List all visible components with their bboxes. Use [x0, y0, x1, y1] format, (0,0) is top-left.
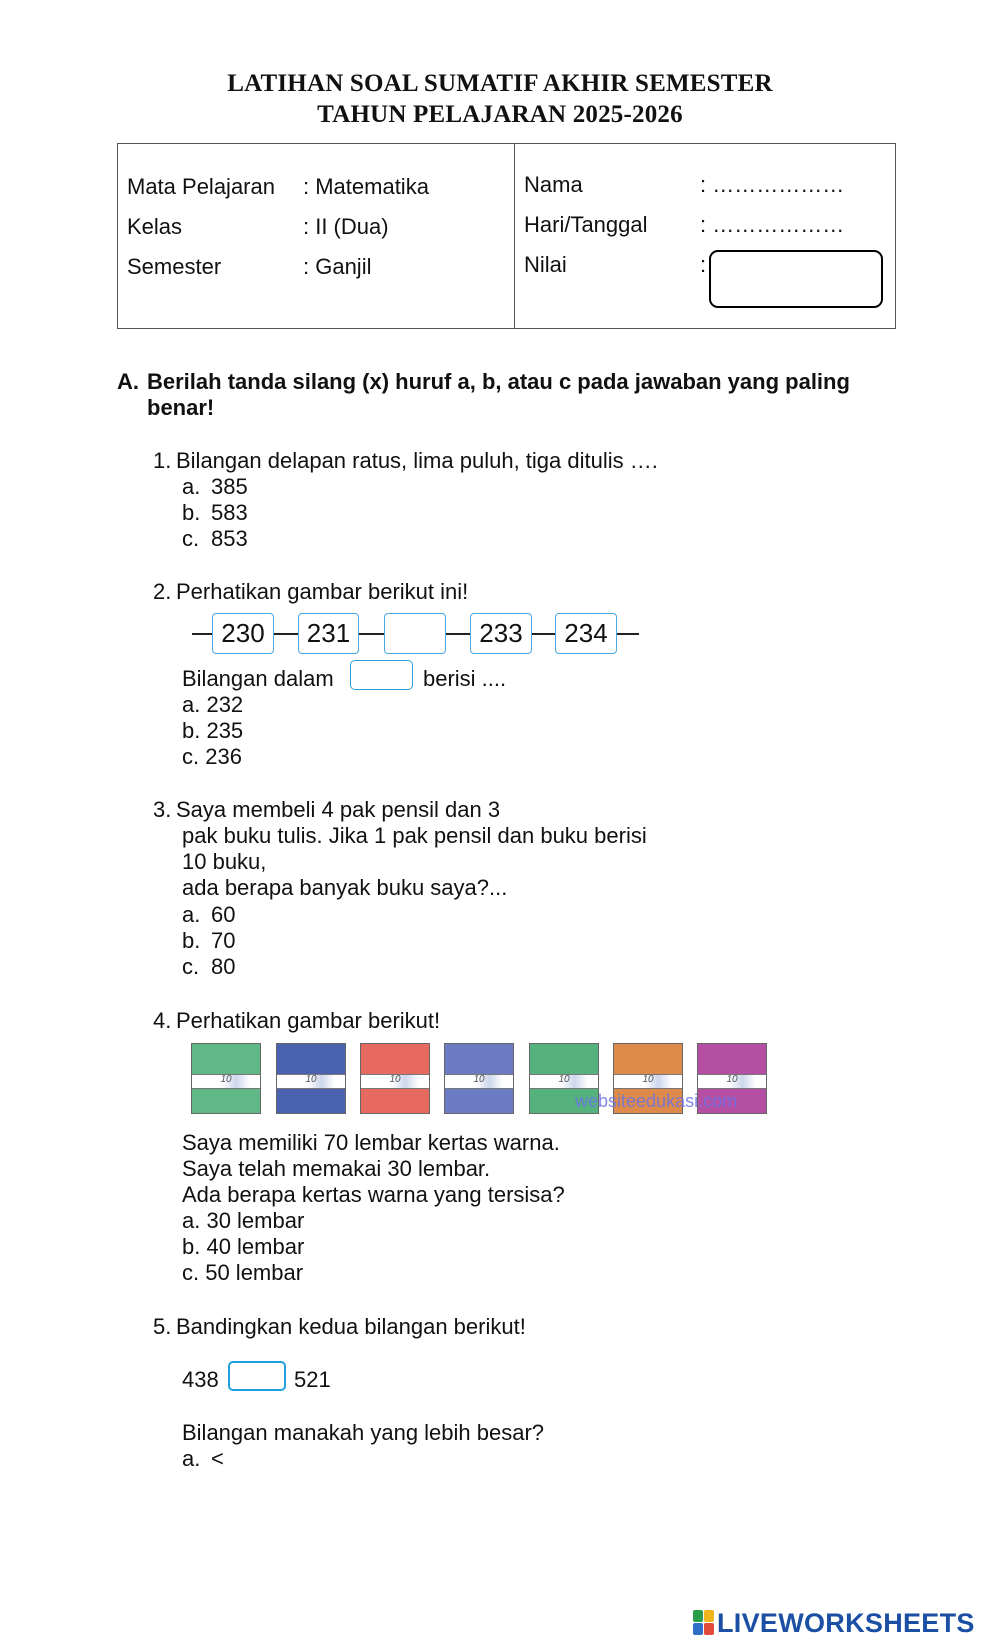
q5-number: 5.: [153, 1314, 172, 1339]
q3-option-b[interactable]: 70: [211, 928, 236, 953]
q5-question: Bilangan manakah yang lebih besar?: [182, 1420, 545, 1445]
section-instruction: Berilah tanda silang (x) huruf a, b, atau c pada jawaban yang paling: [147, 369, 850, 394]
q5-left-number: 438: [182, 1367, 219, 1392]
name-label: Nama: [524, 172, 583, 197]
q3-option-a[interactable]: 60: [211, 902, 236, 927]
semester-label: Semester: [127, 254, 222, 279]
subject-label: Mata Pelajaran: [127, 174, 275, 199]
pack-label: 10: [726, 1074, 738, 1085]
q4-option-c[interactable]: c. 50 lembar: [182, 1260, 304, 1285]
number-box-blank[interactable]: [384, 613, 446, 654]
q2-prompt-end: berisi ....: [423, 666, 507, 691]
pack-label: 10: [558, 1074, 570, 1085]
q2-text: Perhatikan gambar berikut ini!: [176, 579, 469, 604]
score-colon: :: [700, 252, 707, 277]
number-box: 234: [555, 613, 617, 654]
q2-option-b[interactable]: b. 235: [182, 718, 244, 743]
class-value: : II (Dua): [303, 214, 389, 239]
name-field[interactable]: : ………………: [700, 172, 845, 197]
paper-pack-image: [360, 1043, 430, 1114]
inline-blank-box-icon: [350, 660, 413, 690]
pack-label: 10: [473, 1074, 485, 1085]
q3-option-a-letter[interactable]: a.: [182, 902, 201, 927]
q2-prompt: Bilangan dalam: [182, 666, 334, 691]
section-letter: A.: [117, 369, 139, 394]
pack-label: 10: [642, 1074, 654, 1085]
q5-text: Bandingkan kedua bilangan berikut!: [176, 1314, 526, 1339]
q1-option-b[interactable]: 583: [211, 500, 248, 525]
q1-text: Bilangan delapan ratus, lima puluh, tiga ditulis ….: [176, 448, 658, 473]
q3-number: 3.: [153, 797, 172, 822]
logo-text: LIVEWORKSHEETS: [717, 1608, 975, 1638]
q5-option-a-letter[interactable]: a.: [182, 1446, 201, 1471]
q5-right-number: 521: [294, 1367, 331, 1392]
date-field[interactable]: : ………………: [700, 212, 845, 237]
number-box: 231: [298, 613, 359, 654]
score-label: Nilai: [524, 252, 567, 277]
q4-story-line2: Saya telah memakai 30 lembar.: [182, 1156, 491, 1181]
section-instruction-cont: benar!: [147, 395, 215, 420]
pack-label: 10: [389, 1074, 401, 1085]
q3-text-line3: 10 buku,: [182, 849, 267, 874]
q2-option-a[interactable]: a. 232: [182, 692, 244, 717]
semester-value: : Ganjil: [303, 254, 372, 279]
q4-text: Perhatikan gambar berikut!: [176, 1008, 441, 1033]
paper-pack-image: [191, 1043, 261, 1114]
q2-option-c[interactable]: c. 236: [182, 744, 242, 769]
q3-text-line2: pak buku tulis. Jika 1 pak pensil dan buku berisi: [182, 823, 647, 848]
q1-option-a-letter[interactable]: a.: [182, 474, 201, 499]
q4-option-a[interactable]: a. 30 lembar: [182, 1208, 305, 1233]
q1-option-c-letter[interactable]: c.: [182, 526, 200, 551]
q3-text: Saya membeli 4 pak pensil dan 3: [176, 797, 501, 822]
q1-option-b-letter[interactable]: b.: [182, 500, 201, 525]
info-table-divider: [514, 144, 515, 328]
number-box: 233: [470, 613, 532, 654]
q4-option-b[interactable]: b. 40 lembar: [182, 1234, 305, 1259]
worksheet-title: LATIHAN SOAL SUMATIF AKHIR SEMESTER: [227, 70, 773, 97]
q3-option-c[interactable]: 80: [211, 954, 236, 979]
number-box: 230: [212, 613, 274, 654]
q5-option-a[interactable]: <: [211, 1446, 224, 1471]
q3-text-line4: ada berapa banyak buku saya?...: [182, 875, 508, 900]
liveworksheets-logo-icon: [693, 1610, 715, 1636]
q1-option-c[interactable]: 853: [211, 526, 248, 551]
compare-sign-box[interactable]: [228, 1361, 286, 1391]
q4-number: 4.: [153, 1008, 172, 1033]
q3-option-b-letter[interactable]: b.: [182, 928, 201, 953]
pack-label: 10: [220, 1074, 232, 1085]
q3-option-c-letter[interactable]: c.: [182, 954, 200, 979]
score-box[interactable]: [709, 250, 883, 308]
paper-pack-image: [276, 1043, 346, 1114]
academic-year: TAHUN PELAJARAN 2025-2026: [317, 101, 683, 128]
subject-value: : Matematika: [303, 174, 429, 199]
class-label: Kelas: [127, 214, 183, 239]
liveworksheets-logo: [693, 1608, 975, 1639]
image-watermark: websiteedukasi.com: [575, 1091, 738, 1111]
q4-story-line1: Saya memiliki 70 lembar kertas warna.: [182, 1130, 560, 1155]
pack-label: 10: [305, 1074, 317, 1085]
q1-number: 1.: [153, 448, 172, 473]
date-label: Hari/Tanggal: [524, 212, 648, 237]
paper-pack-image: [444, 1043, 514, 1114]
q4-story-line3: Ada berapa kertas warna yang tersisa?: [182, 1182, 565, 1207]
q2-number: 2.: [153, 579, 172, 604]
q1-option-a[interactable]: 385: [211, 474, 248, 499]
